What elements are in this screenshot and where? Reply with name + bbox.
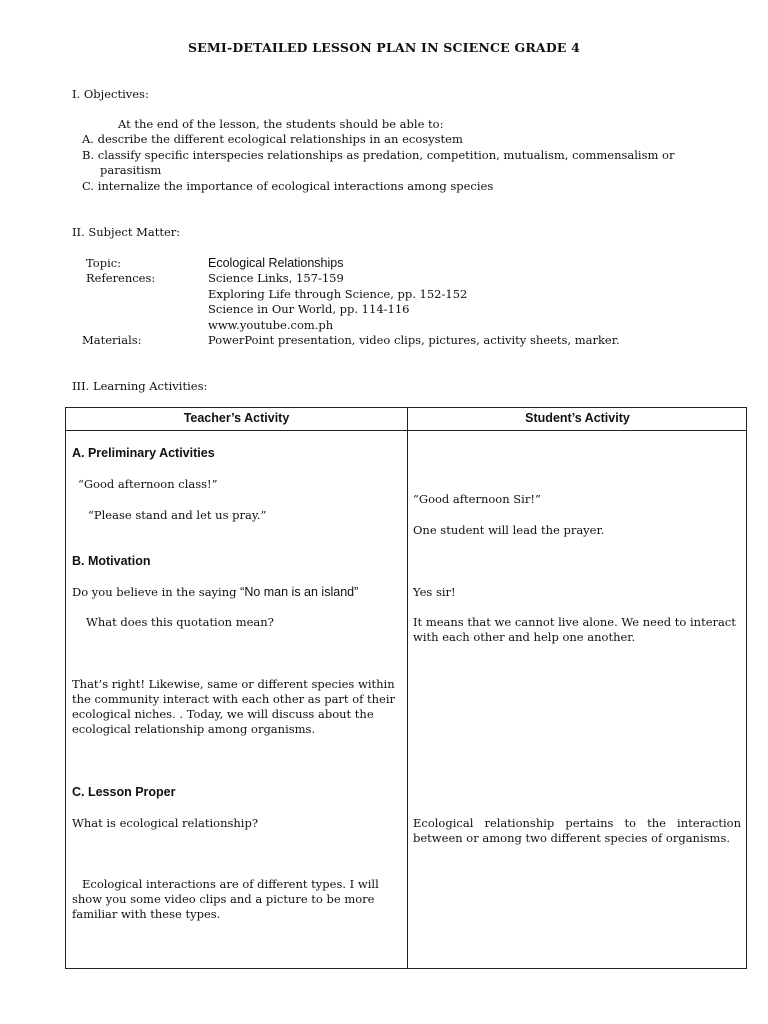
materials-label: Materials:: [82, 333, 142, 347]
objective-item: C. internalize the importance of ecological interactions among species: [82, 179, 494, 193]
objectives-intro: At the end of the lesson, the students should be able to:: [118, 117, 444, 131]
section-preliminary: A. Preliminary Activities: [72, 446, 215, 460]
reference-item: Science in Our World, pp. 114-116: [208, 302, 410, 316]
student-yes-sir: Yes sir!: [413, 585, 456, 599]
student-prayer: One student will lead the prayer.: [413, 523, 605, 537]
objective-item: parasitism: [100, 163, 162, 177]
reference-item: Science Links, 157-159: [208, 271, 344, 285]
teacher-greeting: “Good afternoon class!”: [78, 477, 218, 491]
references-label: References:: [86, 271, 156, 285]
section-motivation: B. Motivation: [72, 554, 151, 568]
objective-item: B. classify specific interspecies relationships as predation, competition, mutualism, commensalism or: [82, 148, 675, 162]
saying-quote: “No man is an island”: [240, 585, 359, 599]
topic-value: Ecological Relationships: [208, 256, 344, 270]
teacher-what-is: What is ecological relationship?: [72, 816, 259, 830]
column-divider: [407, 408, 408, 968]
teacher-quote-question: What does this quotation mean?: [86, 615, 274, 629]
objective-item: A. describe the different ecological relationships in an ecosystem: [82, 132, 463, 146]
subject-matter-heading: II. Subject Matter:: [72, 225, 181, 239]
reference-item: Exploring Life through Science, pp. 152-152: [208, 287, 468, 301]
teacher-interactions: Ecological interactions are of different types. I will show you some video clips and a picture to be more familiar with these types.: [72, 877, 379, 921]
teacher-pray: “Please stand and let us pray.”: [88, 508, 267, 522]
header-divider: [66, 430, 746, 431]
student-greeting: “Good afternoon Sir!”: [413, 492, 541, 506]
learning-activities-heading: III. Learning Activities:: [72, 379, 208, 393]
topic-label: Topic:: [86, 256, 122, 270]
student-column-header: Student’s Activity: [525, 411, 630, 425]
reference-item: www.youtube.com.ph: [208, 318, 334, 332]
teacher-column-header: Teacher’s Activity: [183, 411, 290, 425]
saying-prefix: Do you believe in the saying: [72, 585, 241, 599]
objectives-heading: I. Objectives:: [72, 87, 149, 101]
section-lesson-proper: C. Lesson Proper: [72, 785, 176, 799]
page-title: SEMI-DETAILED LESSON PLAN IN SCIENCE GRADE 4: [187, 40, 581, 55]
materials-value: PowerPoint presentation, video clips, pictures, activity sheets, marker.: [208, 333, 620, 347]
student-definition: Ecological relationship pertains to the interaction between or among two different species of organisms.: [413, 816, 741, 845]
teacher-thats-right: That’s right! Likewise, same or different species within the community interact with each other as part of their ecological niches. . Today, we will discuss about the ecological relationship among organisms.: [72, 677, 396, 736]
student-meaning: It means that we cannot live alone. We need to interact with each other and help one another.: [413, 615, 736, 644]
teacher-saying: [72, 585, 358, 600]
